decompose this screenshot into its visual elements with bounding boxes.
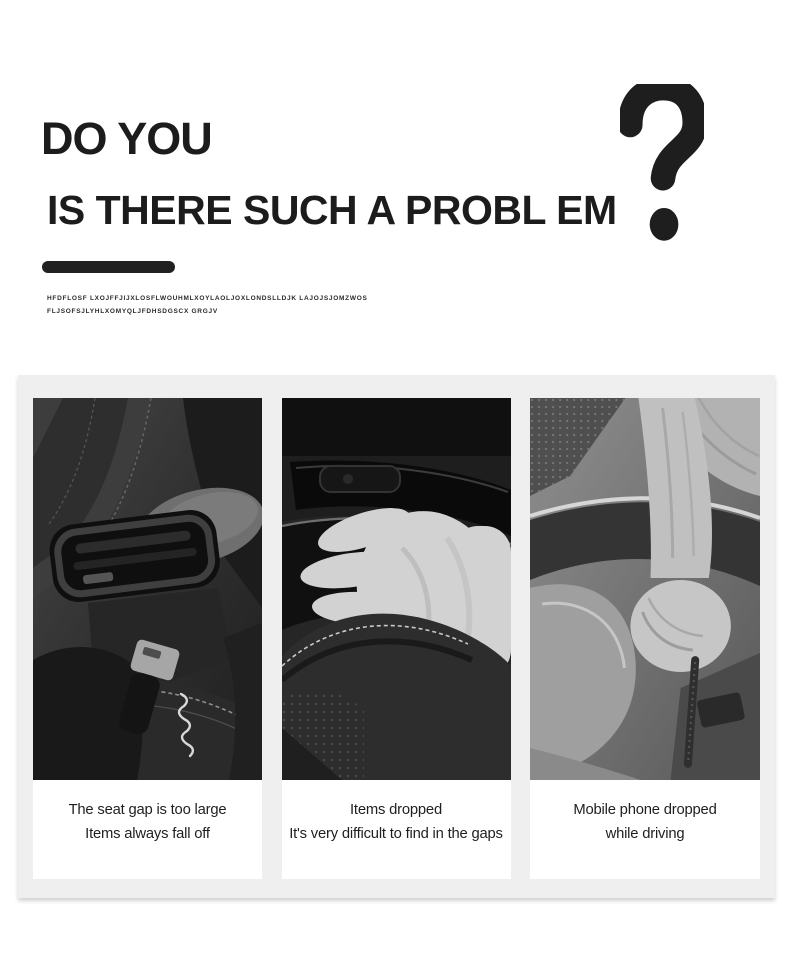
accent-bar-divider <box>42 261 175 273</box>
caption-seat-gap <box>33 780 262 846</box>
problems-card <box>18 375 775 898</box>
decorative-subtext-line2: FLJSOFSJLYHLXOMYQLJFDHSDGSCX GRGJV <box>47 308 218 315</box>
hand-pulling-phone-illustration <box>530 398 760 780</box>
photo-phone-gap <box>530 398 760 780</box>
hero-title-line2: IS THERE SUCH A PROBL EM <box>47 187 617 233</box>
photo-hand-gap <box>282 398 511 780</box>
photo-console-gap <box>33 398 262 780</box>
problem-panel-items-dropped <box>282 398 511 879</box>
decorative-subtext-line1: HFDFLOSF LXOJFFJIJXLOSFLWOUHMLXOYLAOLJOXLONDSLLDJK LAJOJSJOMZWOS <box>47 295 368 302</box>
caption-line2: It's very difficult to find in the gaps <box>289 825 503 842</box>
caption-items-dropped <box>282 780 511 846</box>
problem-panel-seat-gap <box>33 398 262 879</box>
caption-line2: Items always fall off <box>85 825 210 842</box>
caption-line1: Mobile phone dropped <box>573 802 717 818</box>
caption-line1: The seat gap is too large <box>68 802 227 818</box>
problem-panel-phone-dropped <box>530 398 760 879</box>
question-mark-icon <box>620 84 704 238</box>
hero-title-line1: DO YOU <box>41 113 212 164</box>
hand-in-gap-illustration <box>282 398 511 780</box>
car-console-illustration <box>33 398 262 780</box>
caption-line1: Items dropped <box>350 802 442 818</box>
caption-phone-dropped <box>530 780 760 846</box>
caption-line2: while driving <box>605 825 685 842</box>
decorative-subtext <box>47 292 368 318</box>
